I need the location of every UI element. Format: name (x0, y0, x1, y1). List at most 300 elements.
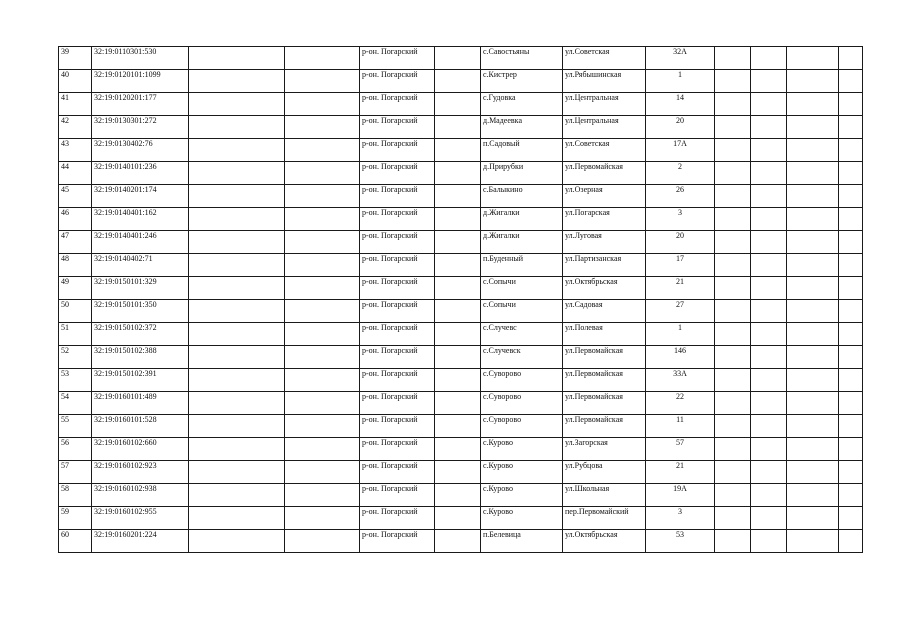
district: р-он. Погарский (360, 162, 435, 185)
row-number: 50 (59, 300, 92, 323)
empty-cell (839, 116, 863, 139)
district: р-он. Погарский (360, 300, 435, 323)
empty-cell (787, 300, 839, 323)
empty-cell (715, 277, 751, 300)
table-row (59, 139, 863, 162)
table-row (59, 162, 863, 185)
empty-cell (787, 415, 839, 438)
empty-cell (285, 369, 360, 392)
empty-cell (189, 231, 285, 254)
empty-cell (839, 530, 863, 553)
house-number: 1 (646, 323, 715, 346)
empty-cell (435, 323, 481, 346)
empty-cell (435, 208, 481, 231)
empty-cell (715, 116, 751, 139)
table-row (59, 93, 863, 116)
row-number: 46 (59, 208, 92, 231)
empty-cell (751, 438, 787, 461)
table-row (59, 185, 863, 208)
locality: д.Жигалки (481, 231, 563, 254)
table-row (59, 392, 863, 415)
empty-cell (787, 70, 839, 93)
empty-cell (189, 162, 285, 185)
cadastral-number: 32:19:0150102:388 (92, 346, 189, 369)
district: р-он. Погарский (360, 415, 435, 438)
empty-cell (787, 438, 839, 461)
table-row (59, 484, 863, 507)
table-row (59, 277, 863, 300)
district: р-он. Погарский (360, 392, 435, 415)
locality: с.Случевск (481, 346, 563, 369)
district: р-он. Погарский (360, 93, 435, 116)
empty-cell (751, 323, 787, 346)
empty-cell (715, 70, 751, 93)
house-number: 20 (646, 116, 715, 139)
house-number: 20 (646, 231, 715, 254)
empty-cell (715, 93, 751, 116)
empty-cell (839, 162, 863, 185)
locality: с.Кистрер (481, 70, 563, 93)
house-number: 27 (646, 300, 715, 323)
empty-cell (787, 507, 839, 530)
district: р-он. Погарский (360, 530, 435, 553)
empty-cell (189, 461, 285, 484)
empty-cell (715, 162, 751, 185)
locality: п.Буденный (481, 254, 563, 277)
table-row (59, 323, 863, 346)
table-row (59, 231, 863, 254)
empty-cell (839, 277, 863, 300)
locality: с.Сопычи (481, 277, 563, 300)
row-number: 52 (59, 346, 92, 369)
empty-cell (839, 346, 863, 369)
street: ул.Советская (563, 47, 646, 70)
table-row (59, 461, 863, 484)
street: ул.Октябрьская (563, 530, 646, 553)
empty-cell (787, 392, 839, 415)
empty-cell (839, 369, 863, 392)
empty-cell (787, 323, 839, 346)
empty-cell (285, 346, 360, 369)
empty-cell (751, 415, 787, 438)
empty-cell (189, 208, 285, 231)
empty-cell (787, 277, 839, 300)
row-number: 45 (59, 185, 92, 208)
empty-cell (751, 162, 787, 185)
district: р-он. Погарский (360, 254, 435, 277)
empty-cell (839, 93, 863, 116)
empty-cell (751, 93, 787, 116)
empty-cell (839, 185, 863, 208)
cadastral-number: 32:19:0140401:162 (92, 208, 189, 231)
empty-cell (751, 254, 787, 277)
empty-cell (715, 139, 751, 162)
cadastral-number: 32:19:0160102:660 (92, 438, 189, 461)
row-number: 57 (59, 461, 92, 484)
locality: с.Курово (481, 484, 563, 507)
empty-cell (787, 461, 839, 484)
empty-cell (435, 369, 481, 392)
empty-cell (189, 507, 285, 530)
cadastral-number: 32:19:0140201:174 (92, 185, 189, 208)
empty-cell (751, 208, 787, 231)
empty-cell (839, 507, 863, 530)
district: р-он. Погарский (360, 116, 435, 139)
cadastral-number: 32:19:0130301:272 (92, 116, 189, 139)
empty-cell (787, 116, 839, 139)
empty-cell (435, 185, 481, 208)
empty-cell (189, 254, 285, 277)
house-number: 33А (646, 369, 715, 392)
locality: с.Савостьяны (481, 47, 563, 70)
empty-cell (435, 254, 481, 277)
cadastral-number: 32:19:0160102:955 (92, 507, 189, 530)
locality: п.Белевица (481, 530, 563, 553)
property-registry-table (58, 46, 863, 553)
empty-cell (787, 369, 839, 392)
district: р-он. Погарский (360, 70, 435, 93)
district: р-он. Погарский (360, 461, 435, 484)
empty-cell (715, 323, 751, 346)
empty-cell (189, 346, 285, 369)
cadastral-number: 32:19:0160102:938 (92, 484, 189, 507)
table-row (59, 47, 863, 70)
empty-cell (715, 185, 751, 208)
street: ул.Луговая (563, 231, 646, 254)
row-number: 47 (59, 231, 92, 254)
empty-cell (751, 139, 787, 162)
empty-cell (839, 139, 863, 162)
street: ул.Погарская (563, 208, 646, 231)
empty-cell (787, 254, 839, 277)
street: ул.Загорская (563, 438, 646, 461)
district: р-он. Погарский (360, 438, 435, 461)
empty-cell (715, 461, 751, 484)
row-number: 53 (59, 369, 92, 392)
empty-cell (285, 461, 360, 484)
house-number: 14 (646, 93, 715, 116)
row-number: 48 (59, 254, 92, 277)
empty-cell (435, 346, 481, 369)
district: р-он. Погарский (360, 277, 435, 300)
street: ул.Первомайская (563, 346, 646, 369)
house-number: 26 (646, 185, 715, 208)
house-number: 2 (646, 162, 715, 185)
street: ул.Полевая (563, 323, 646, 346)
empty-cell (751, 484, 787, 507)
street: ул.Центральная (563, 93, 646, 116)
empty-cell (787, 231, 839, 254)
empty-cell (751, 277, 787, 300)
empty-cell (715, 484, 751, 507)
table-row (59, 530, 863, 553)
empty-cell (285, 162, 360, 185)
district: р-он. Погарский (360, 208, 435, 231)
house-number: 11 (646, 415, 715, 438)
empty-cell (285, 254, 360, 277)
row-number: 58 (59, 484, 92, 507)
empty-cell (285, 116, 360, 139)
empty-cell (787, 162, 839, 185)
empty-cell (715, 438, 751, 461)
cadastral-number: 32:19:0160102:923 (92, 461, 189, 484)
cadastral-number: 32:19:0160101:528 (92, 415, 189, 438)
locality: д.Прирубки (481, 162, 563, 185)
locality: с.Суворово (481, 392, 563, 415)
empty-cell (751, 461, 787, 484)
empty-cell (787, 484, 839, 507)
street: ул.Озерная (563, 185, 646, 208)
empty-cell (787, 47, 839, 70)
street: пер.Первомайский (563, 507, 646, 530)
cadastral-number: 32:19:0140101:236 (92, 162, 189, 185)
house-number: 3 (646, 507, 715, 530)
street: ул.Рубцова (563, 461, 646, 484)
cadastral-number: 32:19:0150102:391 (92, 369, 189, 392)
table-row (59, 254, 863, 277)
cadastral-number: 32:19:0150101:350 (92, 300, 189, 323)
empty-cell (787, 530, 839, 553)
empty-cell (285, 484, 360, 507)
table-row (59, 507, 863, 530)
empty-cell (715, 507, 751, 530)
empty-cell (189, 139, 285, 162)
row-number: 59 (59, 507, 92, 530)
empty-cell (285, 208, 360, 231)
street: ул.Октябрьская (563, 277, 646, 300)
district: р-он. Погарский (360, 139, 435, 162)
empty-cell (285, 70, 360, 93)
empty-cell (751, 47, 787, 70)
empty-cell (435, 507, 481, 530)
street: ул.Партизанская (563, 254, 646, 277)
house-number: 17 (646, 254, 715, 277)
empty-cell (189, 300, 285, 323)
house-number: 146 (646, 346, 715, 369)
cadastral-number: 32:19:0160101:489 (92, 392, 189, 415)
locality: п.Садовый (481, 139, 563, 162)
empty-cell (715, 231, 751, 254)
empty-cell (839, 461, 863, 484)
empty-cell (787, 208, 839, 231)
empty-cell (285, 185, 360, 208)
district: р-он. Погарский (360, 484, 435, 507)
empty-cell (839, 438, 863, 461)
row-number: 41 (59, 93, 92, 116)
empty-cell (189, 116, 285, 139)
empty-cell (189, 277, 285, 300)
house-number: 21 (646, 461, 715, 484)
empty-cell (435, 93, 481, 116)
empty-cell (839, 231, 863, 254)
locality: д.Жигалки (481, 208, 563, 231)
empty-cell (715, 530, 751, 553)
street: ул.Первомайская (563, 369, 646, 392)
locality: д.Мадеевка (481, 116, 563, 139)
locality: с.Курово (481, 461, 563, 484)
empty-cell (787, 346, 839, 369)
empty-cell (189, 438, 285, 461)
house-number: 19А (646, 484, 715, 507)
empty-cell (435, 461, 481, 484)
empty-cell (715, 300, 751, 323)
street: ул.Центральная (563, 116, 646, 139)
row-number: 54 (59, 392, 92, 415)
empty-cell (839, 300, 863, 323)
empty-cell (435, 47, 481, 70)
empty-cell (189, 369, 285, 392)
empty-cell (435, 277, 481, 300)
row-number: 43 (59, 139, 92, 162)
empty-cell (751, 300, 787, 323)
district: р-он. Погарский (360, 185, 435, 208)
empty-cell (839, 47, 863, 70)
empty-cell (189, 392, 285, 415)
locality: с.Гудовка (481, 93, 563, 116)
empty-cell (751, 530, 787, 553)
street: ул.Первомайская (563, 392, 646, 415)
row-number: 39 (59, 47, 92, 70)
cadastral-number: 32:19:0150101:329 (92, 277, 189, 300)
empty-cell (435, 162, 481, 185)
empty-cell (751, 346, 787, 369)
empty-cell (285, 300, 360, 323)
empty-cell (715, 346, 751, 369)
empty-cell (435, 392, 481, 415)
cadastral-number: 32:19:0120101:1099 (92, 70, 189, 93)
house-number: 53 (646, 530, 715, 553)
cadastral-number: 32:19:0140401:246 (92, 231, 189, 254)
street: ул.Рябышинская (563, 70, 646, 93)
empty-cell (839, 254, 863, 277)
cadastral-number: 32:19:0130402:76 (92, 139, 189, 162)
empty-cell (715, 254, 751, 277)
empty-cell (751, 369, 787, 392)
row-number: 51 (59, 323, 92, 346)
street: ул.Школьная (563, 484, 646, 507)
empty-cell (839, 415, 863, 438)
empty-cell (751, 392, 787, 415)
empty-cell (285, 507, 360, 530)
empty-cell (787, 139, 839, 162)
row-number: 55 (59, 415, 92, 438)
cadastral-number: 32:19:0110301:530 (92, 47, 189, 70)
empty-cell (751, 185, 787, 208)
empty-cell (715, 208, 751, 231)
row-number: 60 (59, 530, 92, 553)
empty-cell (189, 530, 285, 553)
empty-cell (435, 438, 481, 461)
empty-cell (715, 47, 751, 70)
street: ул.Садовая (563, 300, 646, 323)
empty-cell (435, 70, 481, 93)
table-row (59, 300, 863, 323)
house-number: 17А (646, 139, 715, 162)
empty-cell (751, 70, 787, 93)
house-number: 3 (646, 208, 715, 231)
locality: с.Курово (481, 507, 563, 530)
empty-cell (189, 415, 285, 438)
row-number: 49 (59, 277, 92, 300)
empty-cell (839, 70, 863, 93)
empty-cell (285, 139, 360, 162)
cadastral-number: 32:19:0120201:177 (92, 93, 189, 116)
district: р-он. Погарский (360, 323, 435, 346)
empty-cell (285, 277, 360, 300)
locality: с.Сопычи (481, 300, 563, 323)
street: ул.Советская (563, 139, 646, 162)
empty-cell (839, 392, 863, 415)
empty-cell (715, 369, 751, 392)
empty-cell (285, 415, 360, 438)
empty-cell (435, 415, 481, 438)
table-row (59, 438, 863, 461)
empty-cell (839, 208, 863, 231)
empty-cell (787, 93, 839, 116)
street: ул.Первомайская (563, 415, 646, 438)
house-number: 21 (646, 277, 715, 300)
table-row (59, 369, 863, 392)
row-number: 40 (59, 70, 92, 93)
empty-cell (285, 47, 360, 70)
empty-cell (715, 415, 751, 438)
cadastral-number: 32:19:0140402:71 (92, 254, 189, 277)
empty-cell (285, 530, 360, 553)
empty-cell (751, 507, 787, 530)
empty-cell (751, 116, 787, 139)
house-number: 1 (646, 70, 715, 93)
empty-cell (189, 70, 285, 93)
empty-cell (435, 484, 481, 507)
locality: с.Суворово (481, 415, 563, 438)
empty-cell (435, 231, 481, 254)
cadastral-number: 32:19:0150102:372 (92, 323, 189, 346)
row-number: 56 (59, 438, 92, 461)
locality: с.Курово (481, 438, 563, 461)
empty-cell (285, 438, 360, 461)
empty-cell (751, 231, 787, 254)
table-row (59, 346, 863, 369)
table-row (59, 70, 863, 93)
empty-cell (839, 323, 863, 346)
registry-body (59, 47, 863, 553)
empty-cell (285, 231, 360, 254)
house-number: 32А (646, 47, 715, 70)
empty-cell (839, 484, 863, 507)
locality: с.Случевс (481, 323, 563, 346)
district: р-он. Погарский (360, 369, 435, 392)
row-number: 44 (59, 162, 92, 185)
empty-cell (715, 392, 751, 415)
district: р-он. Погарский (360, 346, 435, 369)
empty-cell (189, 484, 285, 507)
empty-cell (285, 392, 360, 415)
empty-cell (285, 93, 360, 116)
empty-cell (435, 139, 481, 162)
empty-cell (189, 93, 285, 116)
table-row (59, 415, 863, 438)
empty-cell (787, 185, 839, 208)
locality: с.Балыкино (481, 185, 563, 208)
empty-cell (189, 185, 285, 208)
table-row (59, 116, 863, 139)
empty-cell (435, 530, 481, 553)
street: ул.Первомайская (563, 162, 646, 185)
empty-cell (285, 323, 360, 346)
empty-cell (189, 47, 285, 70)
locality: с.Суворово (481, 369, 563, 392)
empty-cell (189, 323, 285, 346)
